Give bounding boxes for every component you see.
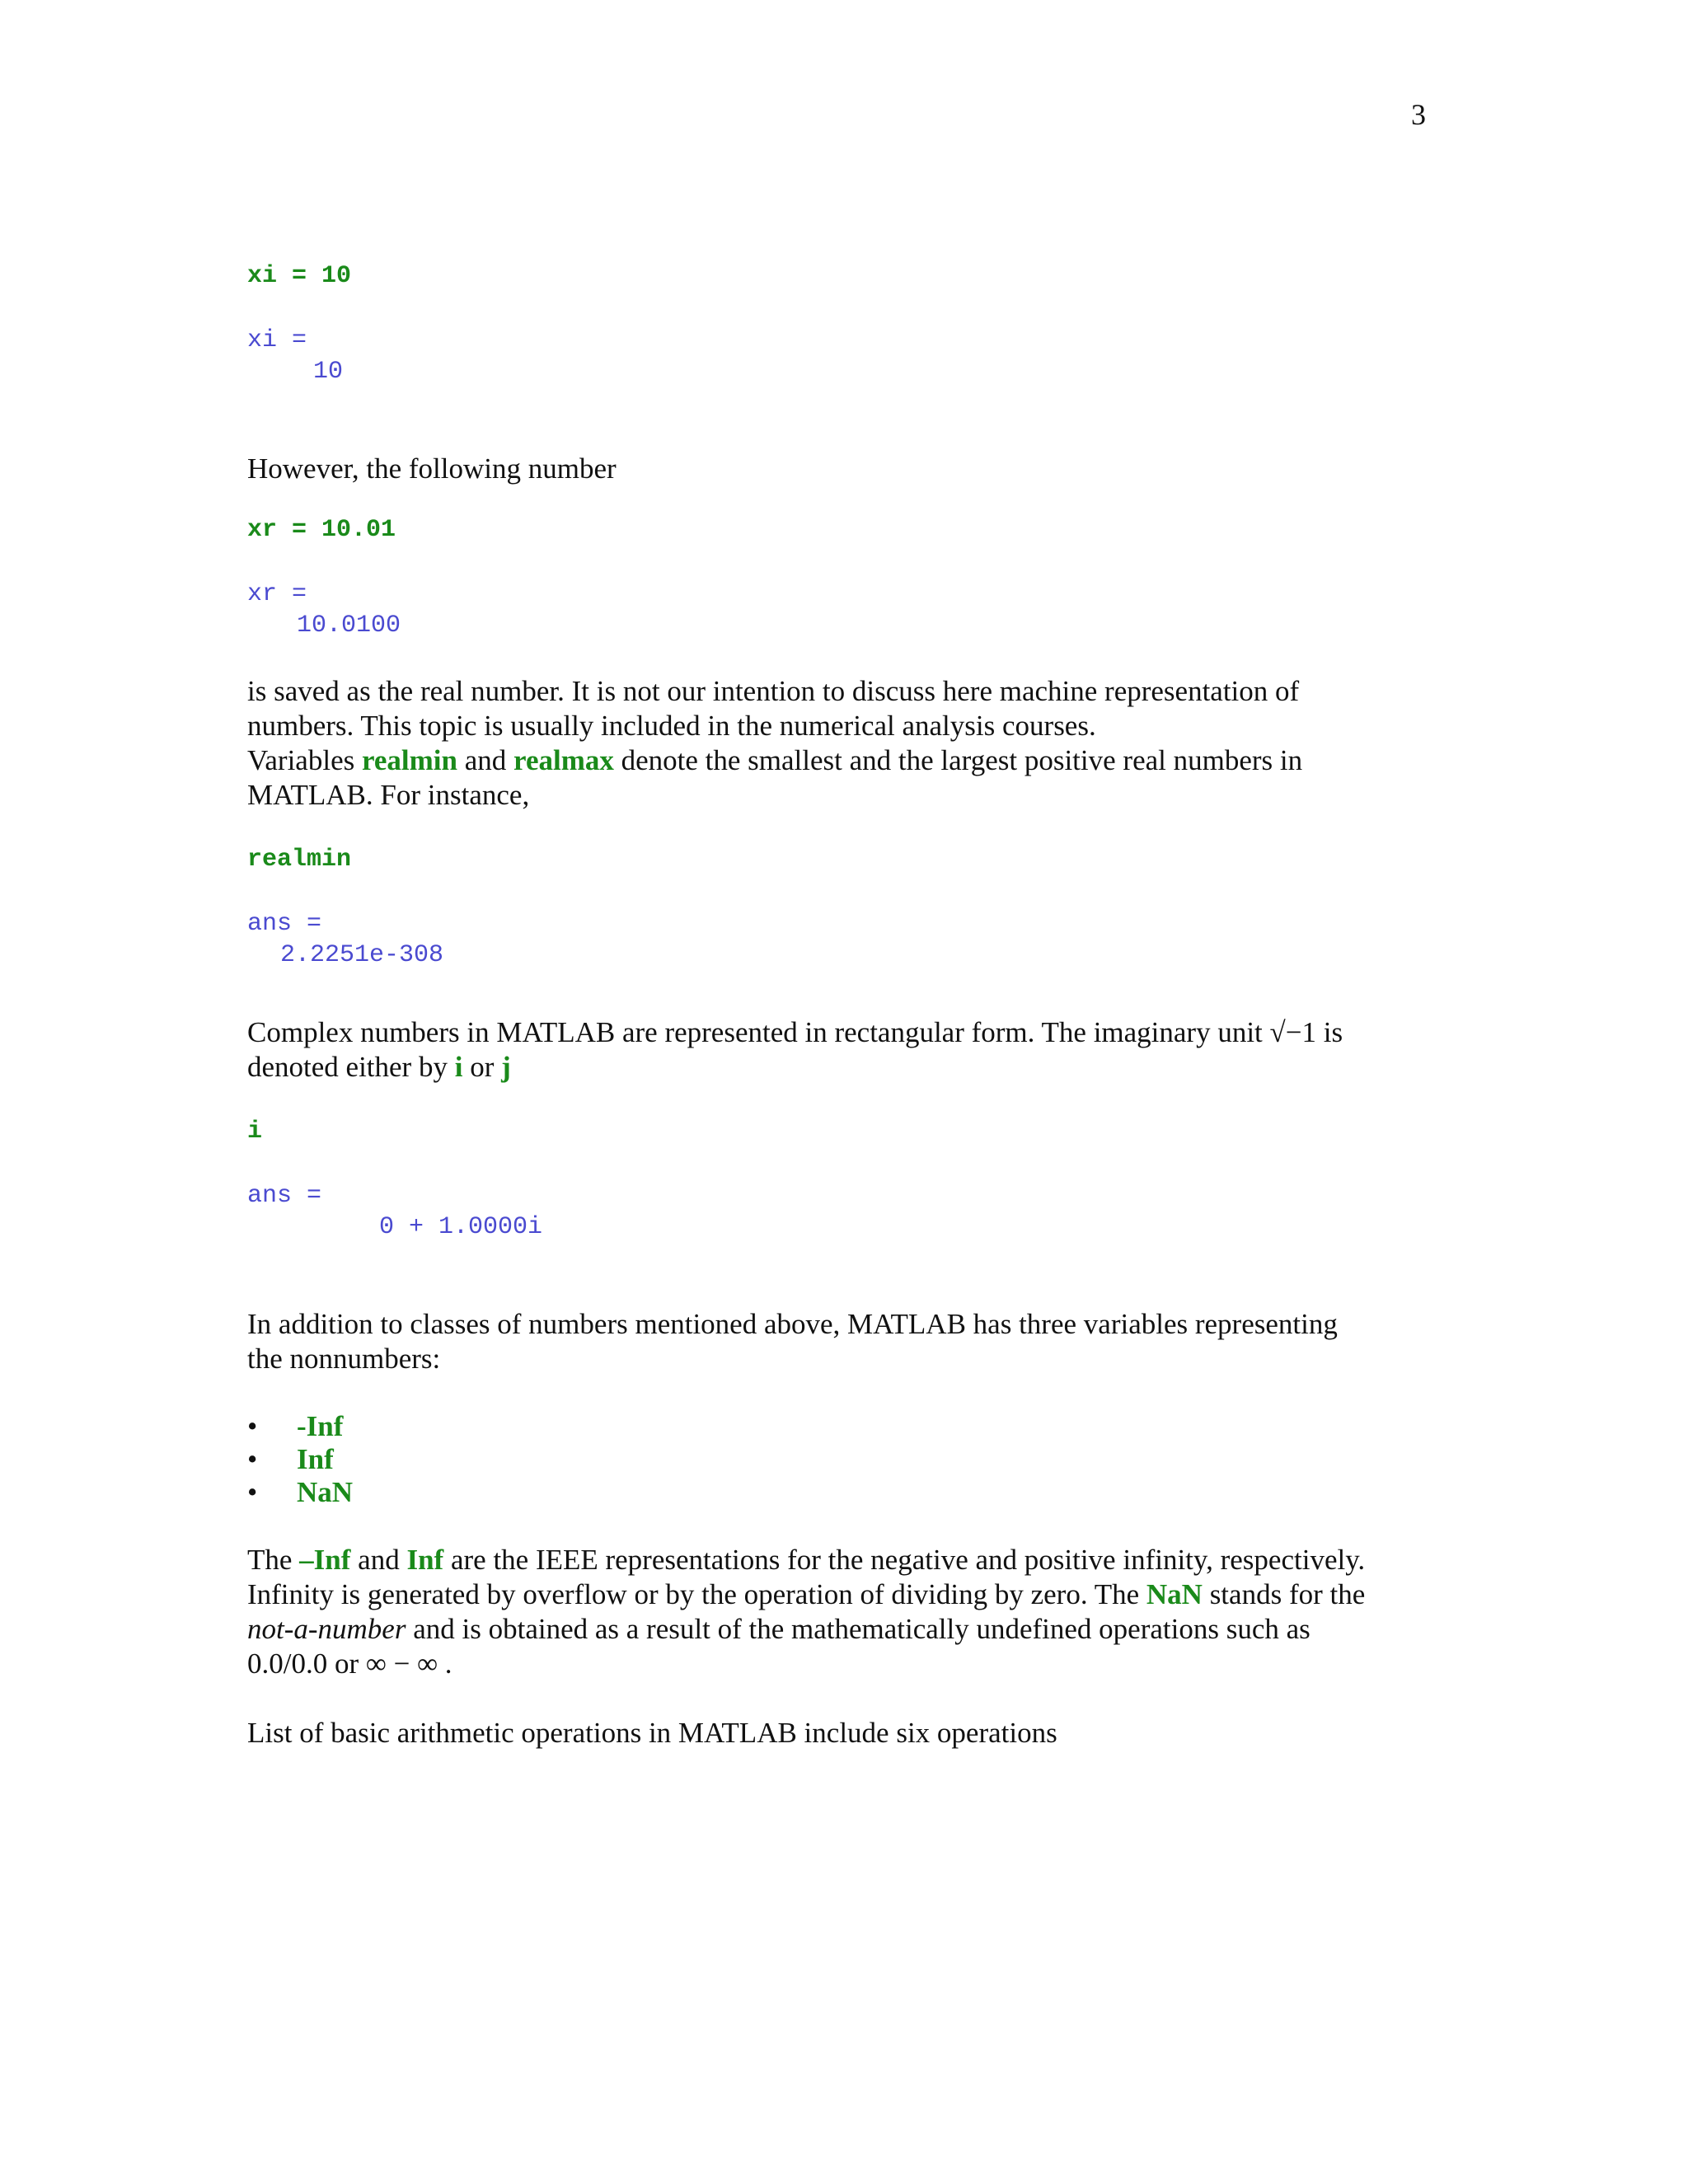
paragraph-nonnumbers-line1: In addition to classes of numbers mentioned above, MATLAB has three variables representing — [247, 1308, 1338, 1340]
text-fragment: and is obtained as a result of the mathematically undefined operations such as — [406, 1613, 1311, 1645]
paragraph-real-line1: is saved as the real number. It is not our intention to discuss here machine representation of — [247, 675, 1300, 707]
page-number: 3 — [1411, 98, 1426, 131]
list-item-text: Inf — [297, 1443, 334, 1475]
text-fragment: is — [1316, 1016, 1343, 1048]
code-output-value-xi: 10 — [313, 358, 344, 386]
paragraph-ieee-line1 — [247, 1543, 1365, 1577]
paragraph-real-line2: numbers. This topic is usually included in the numerical analysis courses. — [247, 710, 1096, 742]
italic-term-not-a-number: not-a-number — [247, 1613, 406, 1645]
code-output-value-realmin: 2.2251e-308 — [280, 941, 444, 969]
text-fragment: denoted either by — [247, 1051, 455, 1083]
text-fragment: or — [462, 1051, 502, 1083]
text-fragment: and — [350, 1544, 407, 1576]
code-output-label-realmin: ans = — [247, 910, 322, 938]
keyword-realmin: realmin — [361, 744, 457, 776]
code-output-value-xr: 10.0100 — [297, 612, 401, 640]
list-item — [247, 1475, 353, 1510]
text-fragment: The — [247, 1544, 300, 1576]
code-output-label-i: ans = — [247, 1182, 322, 1210]
code-command-xi: xi = 10 — [247, 262, 352, 290]
bullet-icon: • — [247, 1443, 258, 1475]
keyword-inf: Inf — [406, 1544, 444, 1576]
sqrt-minus-one-math: √−1 — [1269, 1016, 1316, 1048]
code-output-label-xr: xr = — [247, 580, 307, 608]
paragraph-arithmetic: List of basic arithmetic operations in MATLAB include six operations — [247, 1717, 1057, 1749]
paragraph-ieee-line2 — [247, 1577, 1365, 1612]
paragraph-ieee-line4: 0.0/0.0 or ∞ − ∞ . — [247, 1647, 452, 1680]
code-command-xr: xr = 10.01 — [247, 516, 396, 544]
paragraph-realmin-line1 — [247, 743, 1302, 778]
text-fragment: Complex numbers in MATLAB are represented in rectangular form. The imaginary unit — [247, 1016, 1270, 1048]
text-fragment: and — [457, 744, 514, 776]
paragraph-nonnumbers-line2: the nonnumbers: — [247, 1343, 441, 1375]
code-command-i: i — [247, 1118, 263, 1146]
list-item-text: -Inf — [297, 1410, 344, 1442]
text-fragment: stands for the — [1202, 1578, 1366, 1610]
paragraph-realmin-line2: MATLAB. For instance, — [247, 779, 530, 811]
paragraph-however: However, the following number — [247, 452, 617, 485]
code-command-realmin: realmin — [247, 846, 352, 874]
paragraph-complex-line2 — [247, 1050, 511, 1085]
code-output-value-i: 0 + 1.0000i — [379, 1213, 543, 1241]
paragraph-ieee-line3 — [247, 1612, 1311, 1647]
text-fragment: Variables — [247, 744, 362, 776]
list-item — [247, 1409, 343, 1444]
list-item — [247, 1442, 334, 1477]
paragraph-complex-line1 — [247, 1015, 1343, 1050]
keyword-neg-inf: –Inf — [299, 1544, 351, 1576]
text-fragment: Infinity is generated by overflow or by the operation of dividing by zero. The — [247, 1578, 1146, 1610]
text-fragment: denote the smallest and the largest positive real numbers in — [613, 744, 1303, 776]
keyword-realmax: realmax — [513, 744, 614, 776]
keyword-j: j — [501, 1051, 511, 1083]
text-fragment: are the IEEE representations for the negative and positive infinity, respectively. — [443, 1544, 1366, 1576]
list-item-text: NaN — [297, 1476, 354, 1508]
keyword-i: i — [454, 1051, 463, 1083]
bullet-icon: • — [247, 1476, 258, 1508]
keyword-nan: NaN — [1146, 1578, 1203, 1610]
code-output-label-xi: xi = — [247, 326, 307, 354]
bullet-icon: • — [247, 1410, 258, 1442]
